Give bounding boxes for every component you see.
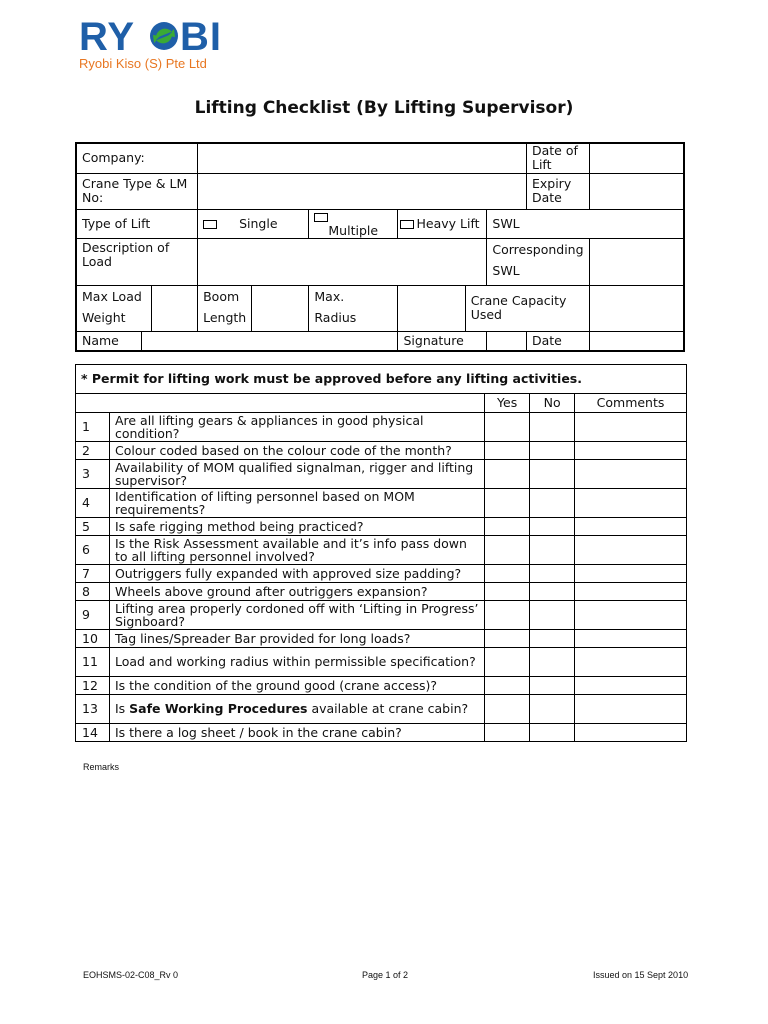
comments-cell[interactable] xyxy=(575,565,687,583)
date-field[interactable] xyxy=(589,331,684,351)
item-number: 13 xyxy=(76,695,110,724)
weight-text: Weight xyxy=(82,309,126,325)
date-of-lift-field[interactable] xyxy=(589,143,684,173)
heavy-lift-checkbox[interactable] xyxy=(400,220,414,229)
svg-text:RY: RY xyxy=(79,18,136,54)
option-multiple[interactable] xyxy=(309,209,398,238)
multiple-label: Multiple xyxy=(328,222,379,238)
max-text: Max. xyxy=(314,288,345,304)
comments-cell[interactable] xyxy=(575,489,687,518)
info-table xyxy=(75,142,685,352)
item-number: 9 xyxy=(76,601,110,630)
checklist-table xyxy=(75,364,687,742)
comments-cell[interactable] xyxy=(575,630,687,648)
multiple-checkbox[interactable] xyxy=(314,213,328,222)
checklist-row xyxy=(76,518,687,536)
no-cell[interactable] xyxy=(530,724,575,742)
item-question xyxy=(109,695,484,724)
no-cell[interactable] xyxy=(530,489,575,518)
checklist-row xyxy=(76,442,687,460)
item-number: 2 xyxy=(76,442,110,460)
item-number: 7 xyxy=(76,565,110,583)
expiry-date-label: Expiry Date xyxy=(526,173,589,209)
yes-cell[interactable] xyxy=(485,518,530,536)
name-label: Name xyxy=(76,331,141,351)
item-question: Is safe rigging method being practiced? xyxy=(109,518,484,536)
corresponding-swl-text: SWL xyxy=(492,263,520,278)
no-cell[interactable] xyxy=(530,648,575,677)
max-radius-label xyxy=(309,285,398,331)
yes-cell[interactable] xyxy=(485,695,530,724)
no-cell[interactable] xyxy=(530,630,575,648)
no-cell[interactable] xyxy=(530,677,575,695)
yes-cell[interactable] xyxy=(485,460,530,489)
item-question: Identification of lifting personnel based on MOM requirements? xyxy=(109,489,484,518)
item-question: Tag lines/Spreader Bar provided for long loads? xyxy=(109,630,484,648)
no-cell[interactable] xyxy=(530,460,575,489)
swl-label: SWL xyxy=(487,209,684,238)
yes-cell[interactable] xyxy=(485,489,530,518)
item-question: Is there a log sheet / book in the crane cabin? xyxy=(109,724,484,742)
comments-cell[interactable] xyxy=(575,518,687,536)
crane-type-field[interactable] xyxy=(198,173,527,209)
remarks-label: Remarks xyxy=(83,762,120,772)
ryobi-logo-graphic xyxy=(79,18,239,54)
comments-cell[interactable] xyxy=(575,442,687,460)
comments-cell[interactable] xyxy=(575,677,687,695)
checklist-row xyxy=(76,460,687,489)
item-question: Load and working radius within permissible specification? xyxy=(109,648,484,677)
item-number: 4 xyxy=(76,489,110,518)
boom-text: Boom xyxy=(203,288,240,304)
corresponding-swl-label xyxy=(487,238,589,285)
item-number: 5 xyxy=(76,518,110,536)
type-of-lift-label: Type of Lift xyxy=(76,209,198,238)
yes-cell[interactable] xyxy=(485,413,530,442)
checklist-row xyxy=(76,648,687,677)
item-number: 12 xyxy=(76,677,110,695)
option-single[interactable] xyxy=(198,209,309,238)
no-cell[interactable] xyxy=(530,536,575,565)
question-prefix: Is xyxy=(114,701,130,717)
company-label: Company: xyxy=(76,143,198,173)
max-load-text: Max Load xyxy=(82,288,142,304)
yes-cell[interactable] xyxy=(485,583,530,601)
corresponding-text: Corresponding xyxy=(492,242,584,257)
no-cell[interactable] xyxy=(530,413,575,442)
no-cell[interactable] xyxy=(530,695,575,724)
yes-cell[interactable] xyxy=(485,536,530,565)
issued-date: Issued on 15 Sept 2010 xyxy=(593,970,689,980)
checklist-row xyxy=(76,536,687,565)
item-question: Outriggers fully expanded with approved size padding? xyxy=(109,565,484,583)
no-cell[interactable] xyxy=(530,583,575,601)
comments-cell[interactable] xyxy=(575,583,687,601)
heavy-lift-label: Heavy Lift xyxy=(416,215,480,231)
permit-note: * Permit for lifting work must be approved before any lifting activities. xyxy=(76,365,687,394)
yes-header: Yes xyxy=(485,394,530,413)
checklist-row xyxy=(76,413,687,442)
item-number: 14 xyxy=(76,724,110,742)
date-label: Date xyxy=(526,331,589,351)
item-number: 10 xyxy=(76,630,110,648)
checklist-row xyxy=(76,630,687,648)
max-load-label xyxy=(76,285,151,331)
no-cell[interactable] xyxy=(530,442,575,460)
checklist-row xyxy=(76,677,687,695)
checklist-row xyxy=(76,724,687,742)
expiry-date-field[interactable] xyxy=(589,173,684,209)
no-cell[interactable] xyxy=(530,518,575,536)
ryobi-logo xyxy=(79,18,239,54)
item-question: Wheels above ground after outriggers expansion? xyxy=(109,583,484,601)
yes-cell[interactable] xyxy=(485,648,530,677)
single-checkbox[interactable] xyxy=(203,220,217,229)
comments-cell[interactable] xyxy=(575,695,687,724)
no-cell[interactable] xyxy=(530,565,575,583)
crane-capacity-field[interactable] xyxy=(589,285,684,331)
company-field[interactable] xyxy=(198,143,527,173)
crane-type-label: Crane Type & LM No: xyxy=(76,173,198,209)
boom-length-field[interactable] xyxy=(252,285,309,331)
name-field[interactable] xyxy=(141,331,398,351)
item-question: Is the condition of the ground good (crane access)? xyxy=(109,677,484,695)
checklist-row xyxy=(76,695,687,724)
yes-cell[interactable] xyxy=(485,442,530,460)
comments-header: Comments xyxy=(575,394,687,413)
single-label: Single xyxy=(239,215,278,231)
no-header: No xyxy=(530,394,575,413)
yes-cell[interactable] xyxy=(485,630,530,648)
svg-text:BI: BI xyxy=(180,18,222,54)
yes-cell[interactable] xyxy=(485,677,530,695)
item-question: Lifting area properly cordoned off with ‘Lifting in Progress’ Signboard? xyxy=(109,601,484,630)
item-question: Are all lifting gears & appliances in good physical condition? xyxy=(109,413,484,442)
max-load-field[interactable] xyxy=(151,285,197,331)
checklist-row xyxy=(76,583,687,601)
item-number: 1 xyxy=(76,413,110,442)
checklist-row xyxy=(76,601,687,630)
item-number: 6 xyxy=(76,536,110,565)
item-question: Colour coded based on the colour code of the month? xyxy=(109,442,484,460)
page-title: Lifting Checklist (By Lifting Supervisor) xyxy=(194,98,574,118)
comments-cell[interactable] xyxy=(575,648,687,677)
item-question: Is the Risk Assessment available and it’s info pass down to all lifting personnel involved? xyxy=(109,536,484,565)
max-radius-field[interactable] xyxy=(398,285,465,331)
checklist-row xyxy=(76,565,687,583)
description-label: Description of Load xyxy=(76,238,198,285)
comments-cell[interactable] xyxy=(575,724,687,742)
corresponding-swl-field[interactable] xyxy=(589,238,684,285)
signature-label: Signature xyxy=(398,331,487,351)
yes-cell[interactable] xyxy=(485,565,530,583)
comments-cell[interactable] xyxy=(575,536,687,565)
signature-field[interactable] xyxy=(487,331,527,351)
option-heavy-lift[interactable] xyxy=(398,209,487,238)
question-bold-phrase: Safe Working Procedures xyxy=(129,701,308,717)
crane-capacity-label: Crane Capacity Used xyxy=(465,285,589,331)
page-number: Page 1 of 2 xyxy=(362,970,409,980)
item-number: 3 xyxy=(76,460,110,489)
no-cell[interactable] xyxy=(530,601,575,630)
yes-cell[interactable] xyxy=(485,601,530,630)
item-number: 11 xyxy=(76,648,110,677)
comments-cell[interactable] xyxy=(575,413,687,442)
item-number: 8 xyxy=(76,583,110,601)
item-question: Availability of MOM qualified signalman, rigger and lifting supervisor? xyxy=(109,460,484,489)
description-field[interactable] xyxy=(198,238,487,285)
comments-cell[interactable] xyxy=(575,460,687,489)
checklist-row xyxy=(76,489,687,518)
question-suffix: available at crane cabin? xyxy=(307,701,469,717)
header-blank xyxy=(76,394,485,413)
radius-text: Radius xyxy=(314,309,357,325)
length-text: Length xyxy=(203,309,247,325)
date-of-lift-label: Date of Lift xyxy=(526,143,589,173)
boom-length-label xyxy=(198,285,252,331)
company-subtitle: Ryobi Kiso (S) Pte Ltd xyxy=(79,56,207,71)
yes-cell[interactable] xyxy=(485,724,530,742)
doc-code: EOHSMS-02-C08_Rv 0 xyxy=(83,970,179,980)
comments-cell[interactable] xyxy=(575,601,687,630)
